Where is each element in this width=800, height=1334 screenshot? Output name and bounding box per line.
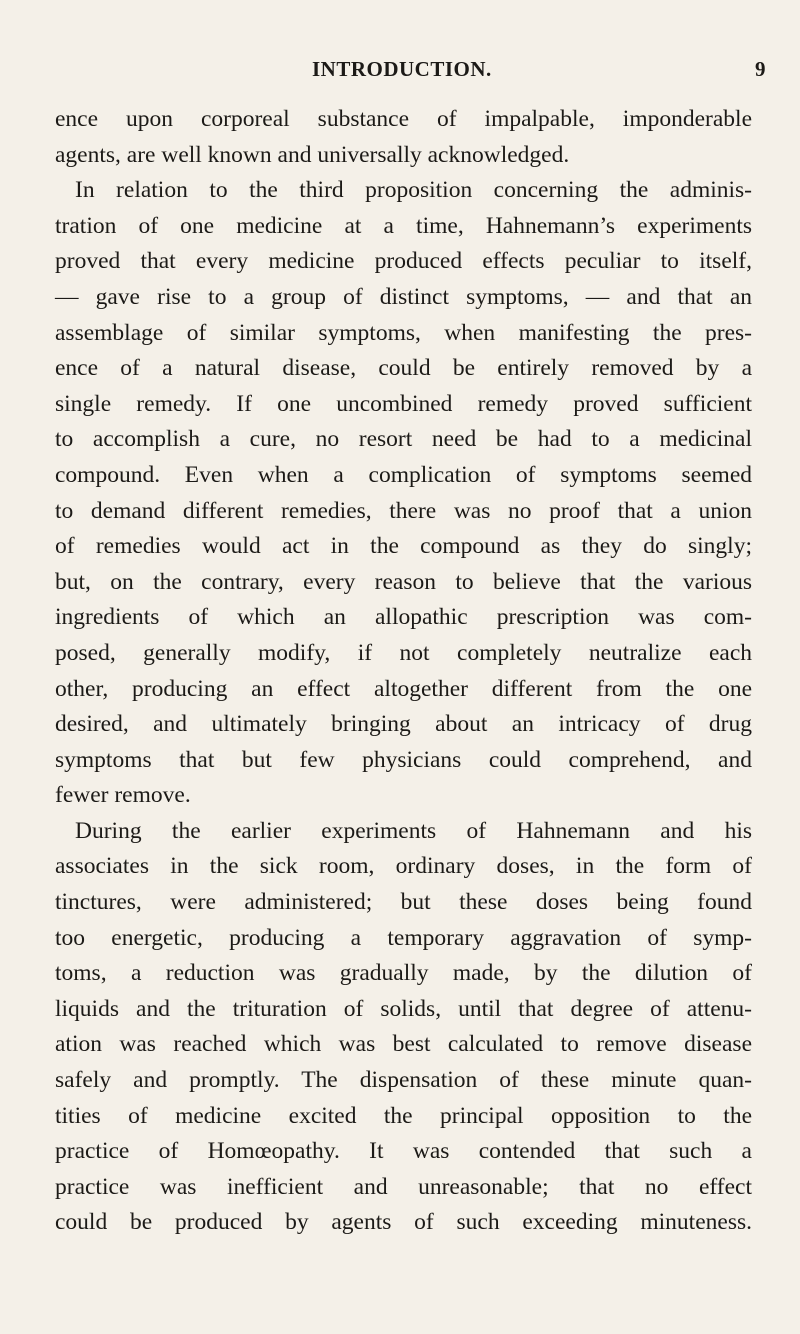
text-line: fewer remove. xyxy=(55,782,191,809)
text-line: ence upon corporeal substance of impalpable, imponderable xyxy=(55,106,752,132)
running-title: INTRODUCTION. xyxy=(312,57,492,81)
text-line: ingredients of which an allopathic prescription was com- xyxy=(55,604,752,631)
text-line: safely and promptly. The dispensation of these minute quan- xyxy=(55,1067,752,1094)
text-line: practice was inefficient and unreasonable; that no effect xyxy=(55,1173,752,1200)
text-line: proved that every medicine produced effects peculiar to itself, xyxy=(55,248,752,275)
text-line: of remedies would act in the compound as they do singly; xyxy=(55,533,752,560)
body-text xyxy=(55,102,752,1241)
text-line: — gave rise to a group of distinct symptoms, — and that an xyxy=(55,283,752,310)
text-line: toms, a reduction was gradually made, by the dilution of xyxy=(55,960,752,987)
text-line: to demand different remedies, there was no proof that a union xyxy=(55,497,752,524)
text-line: During the earlier experiments of Hahnemann and his xyxy=(75,817,752,844)
text-line: other, producing an effect altogether different from the one xyxy=(55,675,752,702)
text-line: agents, are well known and universally acknowledged. xyxy=(55,141,570,168)
text-line: In relation to the third proposition concerning the adminis- xyxy=(75,177,752,204)
text-line: posed, generally modify, if not completely neutralize each xyxy=(55,639,752,666)
text-line: to accomplish a cure, no resort need be had to a medicinal xyxy=(55,426,752,453)
page-number: 9 xyxy=(755,57,766,81)
running-head xyxy=(0,57,800,85)
text-line: tration of one medicine at a time, Hahnemann’s experiments xyxy=(55,212,752,239)
text-line: could be produced by agents of such exceeding minuteness. xyxy=(55,1209,752,1236)
text-line: but, on the contrary, every reason to believe that the various xyxy=(55,568,752,595)
text-line: ation was reached which was best calculated to remove disease xyxy=(55,1031,752,1058)
text-line: tities of medicine excited the principal opposition to the xyxy=(55,1102,752,1129)
text-line: ence of a natural disease, could be entirely removed by a xyxy=(55,355,752,382)
text-line: too energetic, producing a temporary aggravation of symp- xyxy=(55,924,752,951)
text-line: associates in the sick room, ordinary doses, in the form of xyxy=(55,853,752,880)
text-line: practice of Homœopathy. It was contended that such a xyxy=(55,1138,752,1165)
text-line: single remedy. If one uncombined remedy proved sufficient xyxy=(55,390,752,417)
text-line: symptoms that but few physicians could comprehend, and xyxy=(55,746,752,773)
text-line: desired, and ultimately bringing about an intricacy of drug xyxy=(55,711,752,738)
text-line: compound. Even when a complication of symptoms seemed xyxy=(55,461,752,488)
text-line: liquids and the trituration of solids, until that degree of attenu- xyxy=(55,995,752,1022)
text-line: assemblage of similar symptoms, when manifesting the pres- xyxy=(55,319,752,346)
text-line: tinctures, were administered; but these doses being found xyxy=(55,889,752,916)
